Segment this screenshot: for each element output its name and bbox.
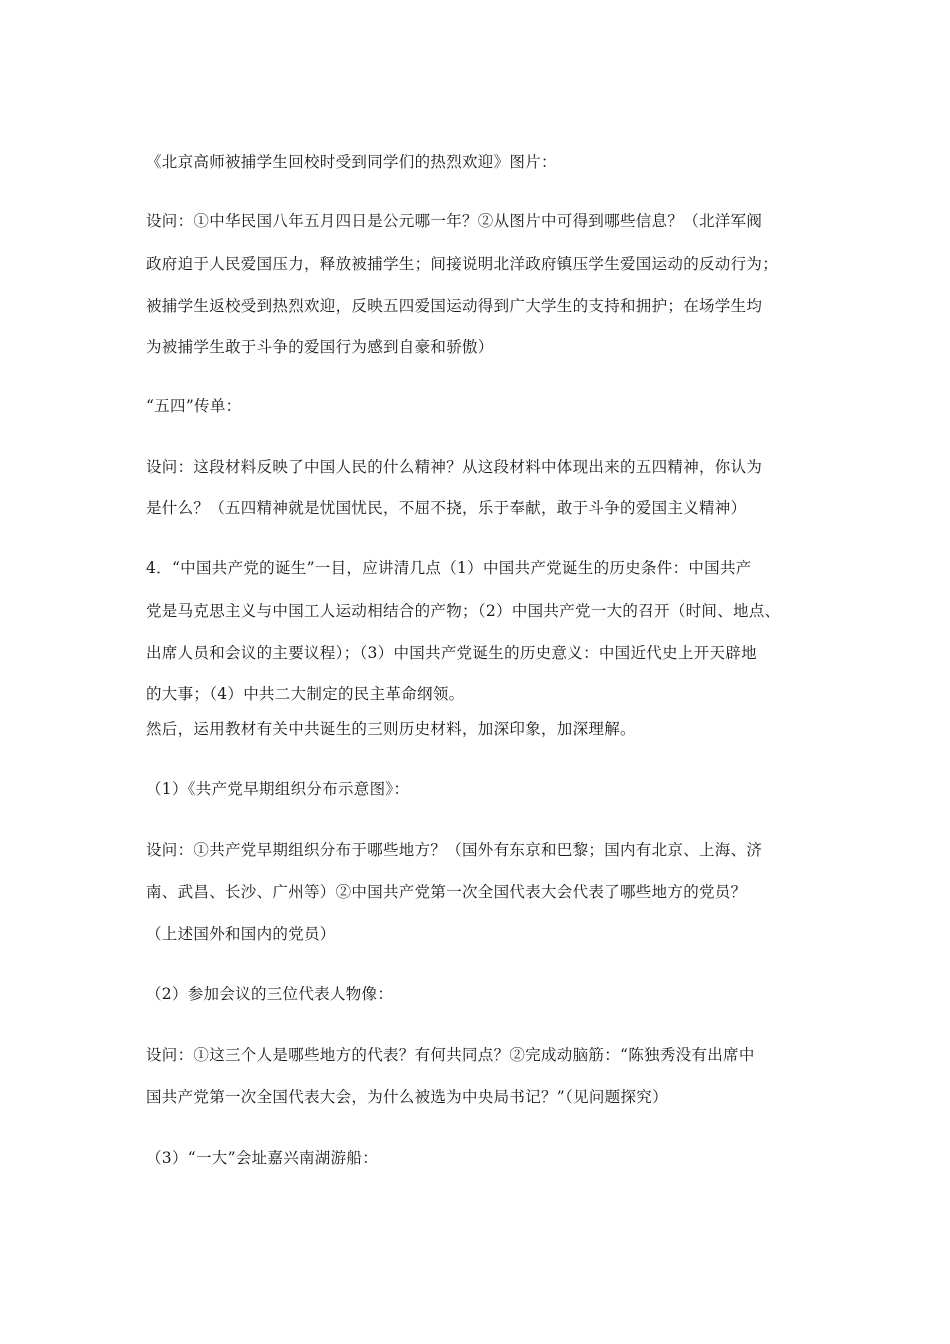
text-line: 设问：这段材料反映了中国人民的什么精神？从这段材料中体现出来的五四精神，你认为 — [146, 458, 763, 476]
text-line: 为被捕学生敢于斗争的爱国行为感到自豪和骄傲） — [146, 338, 494, 356]
text-line: （3）“一大”会址嘉兴南湖游船： — [146, 1149, 379, 1167]
text-line: 国共产党第一次全国代表大会，为什么被选为中央局书记？”（见问题探究） — [146, 1088, 668, 1106]
text-line: 然后，运用教材有关中共诞生的三则历史材料，加深印象，加深理解。 — [146, 720, 636, 738]
text-line: 的大事；（4）中共二大制定的民主革命纲领。 — [146, 685, 465, 703]
text-line: （上述国外和国内的党员） — [146, 925, 336, 943]
text-line: 4．“中国共产党的诞生”一目，应讲清几点（1）中国共产党诞生的历史条件：中国共产 — [146, 559, 752, 577]
text-line: 设问：①这三个人是哪些地方的代表？有何共同点？②完成动脑筋：“陈独秀没有出席中 — [146, 1046, 755, 1064]
text-line: （1）《共产党早期组织分布示意图》： — [146, 780, 410, 798]
text-line: 政府迫于人民爱国压力，释放被捕学生；间接说明北洋政府镇压学生爱国运动的反动行为； — [146, 255, 779, 273]
text-line: （2）参加会议的三位代表人物像： — [146, 985, 394, 1003]
text-line: 被捕学生返校受到热烈欢迎，反映五四爱国运动得到广大学生的支持和拥护；在场学生均 — [146, 297, 763, 315]
text-line: 设问：①共产党早期组织分布于哪些地方？（国外有东京和巴黎；国内有北京、上海、济 — [146, 841, 763, 859]
text-line: 南、武昌、长沙、广州等）②中国共产党第一次全国代表大会代表了哪些地方的党员？ — [146, 883, 747, 901]
text-line: 设问：①中华民国八年五月四日是公元哪一年？②从图片中可得到哪些信息？（北洋军阀 — [146, 212, 763, 230]
text-line: “五四”传单： — [146, 397, 242, 415]
text-line: 《北京高师被捕学生回校时受到同学们的热烈欢迎》图片： — [146, 153, 557, 171]
text-line: 党是马克思主义与中国工人运动相结合的产物；（2）中国共产党一大的召开（时间、地点、 — [146, 602, 781, 620]
text-line: 出席人员和会议的主要议程）；（3）中国共产党诞生的历史意义：中国近代史上开天辟地 — [146, 644, 757, 662]
text-line: 是什么？（五四精神就是忧国忧民，不屈不挠，乐于奉献，敢于斗争的爱国主义精神） — [146, 499, 747, 517]
